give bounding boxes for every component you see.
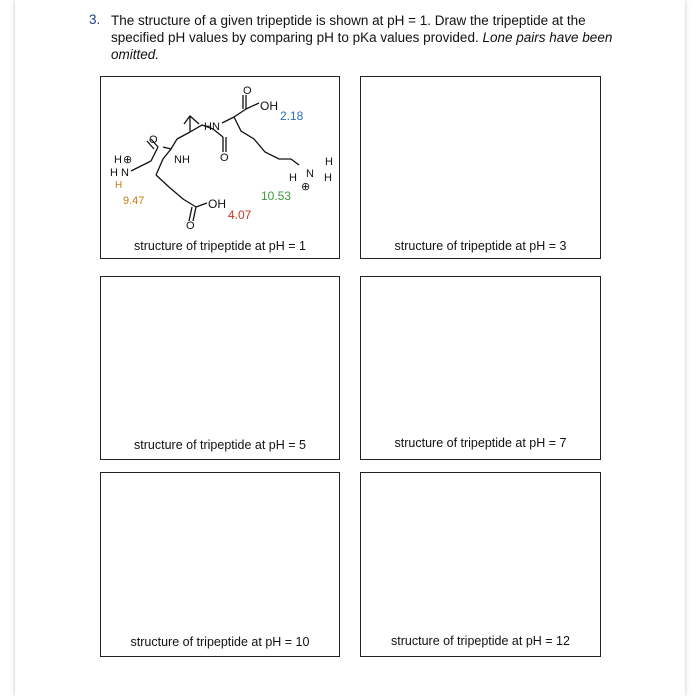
pka-right: 10.53: [261, 189, 292, 203]
question-main-text: The structure of a given tripeptide is shown at pH = 1. Draw the tripeptide at the specified pH values by comparing pH to pKa values provided.: [111, 13, 586, 45]
pka-bottom: 4.07: [228, 208, 252, 222]
h-atom-right-mid: H: [289, 172, 297, 184]
n-atom-right: N: [306, 168, 314, 180]
carbonyl-o-mid: O: [220, 152, 229, 164]
hn-label: HN: [204, 121, 220, 133]
pka-top: 2.18: [280, 109, 304, 123]
caption-ph7: structure of tripeptide at pH = 7: [394, 436, 567, 450]
answer-box-ph3[interactable]: [360, 76, 601, 259]
tripeptide-structure: [101, 77, 341, 237]
n-atom-left: N: [121, 167, 129, 179]
caption-ph3: structure of tripeptide at pH = 3: [394, 239, 567, 253]
answer-box-ph5[interactable]: [100, 276, 340, 460]
answer-box-ph10[interactable]: [100, 472, 340, 657]
bond-left-carbonyl: [163, 147, 171, 149]
h-atom-left-top: H: [114, 154, 122, 166]
answer-box-ph12[interactable]: [360, 472, 601, 657]
h-atom-right-bottom: H: [324, 172, 332, 184]
plus-right: ⊕: [301, 181, 311, 193]
oh-bottom-label: OH: [208, 197, 226, 211]
caption-ph5: structure of tripeptide at pH = 5: [134, 438, 306, 452]
bond-to-n: [151, 147, 158, 161]
bond-bottom-co-double: [189, 207, 192, 221]
plus-left: ⊕: [123, 154, 133, 166]
bond-carboxyl-oh: [246, 103, 259, 109]
answer-box-ph1[interactable]: [100, 76, 340, 259]
caption-ph12: structure of tripeptide at pH = 12: [391, 634, 570, 648]
carbonyl-o-top: O: [243, 85, 252, 97]
bond-bottom-oh: [196, 203, 207, 207]
bond-bottom-co: [193, 207, 196, 221]
question-number: 3.: [89, 12, 101, 27]
caption-ph10: structure of tripeptide at pH = 10: [130, 635, 310, 649]
oh-top-label: OH: [260, 99, 278, 113]
bond-alpha-carboxyl: [234, 109, 246, 117]
caption-ph1: structure of tripeptide at pH = 1: [134, 239, 306, 253]
h-atom-right-top: H: [325, 156, 333, 168]
bond-to-left: [177, 132, 190, 139]
carbonyl-o-left: O: [149, 134, 158, 146]
bond-bottom-chain: [156, 175, 196, 207]
bond-to-nh3: [291, 159, 299, 165]
pka-left: 9.47: [123, 195, 145, 207]
bond-hn-alpha: [222, 117, 234, 123]
answer-box-ph7[interactable]: [360, 276, 601, 460]
question-italic-note: Lone pairs have been omitted.: [111, 30, 613, 62]
bond-side-chain: [234, 117, 291, 159]
carbonyl-o-bottom: O: [186, 220, 195, 232]
question-text: [111, 12, 621, 63]
nh-label: NH: [174, 154, 190, 166]
bond-isopropyl-top: [184, 116, 199, 124]
h-atom-left-bottom: H: [115, 180, 123, 191]
bond-n-alpha: [131, 161, 151, 171]
h-atom-left-mid: H: [110, 167, 118, 179]
